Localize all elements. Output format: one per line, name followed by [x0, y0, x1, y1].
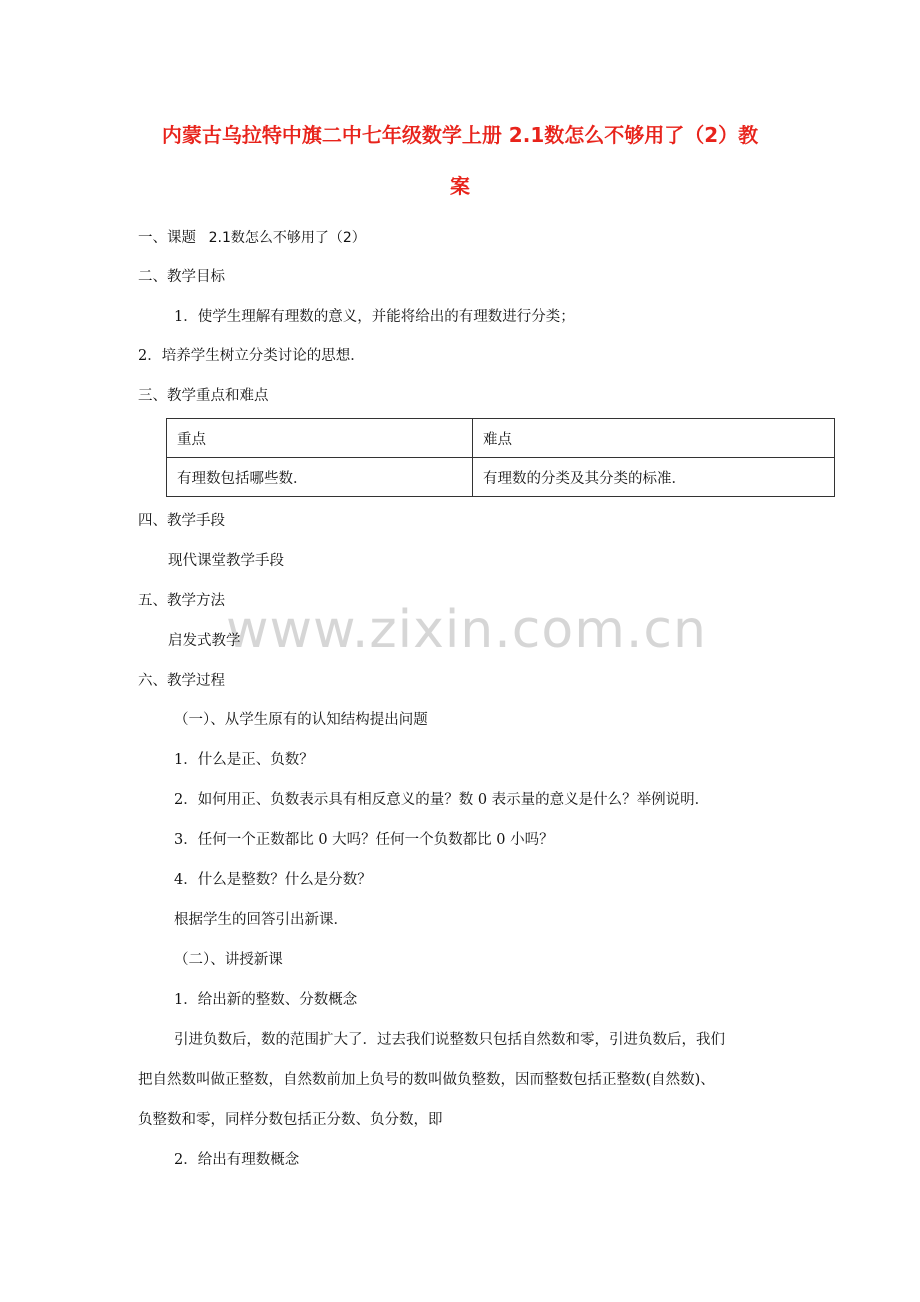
question-1: 1．什么是正、负数？ — [174, 752, 314, 768]
table-cell: 有理数包括哪些数． — [167, 458, 473, 497]
new-concept-2-heading: 2．给出有理数概念 — [174, 1152, 300, 1168]
section-1-label: 一、课题 — [138, 230, 196, 246]
table-cell: 有理数的分类及其分类的标准． — [473, 458, 835, 497]
section-3-heading: 三、教学重点和难点 — [138, 388, 269, 404]
new-concept-1-heading: 1．给出新的整数、分数概念 — [174, 992, 358, 1008]
key-points-table — [166, 418, 835, 497]
question-4: 4．什么是整数？什么是分数？ — [174, 872, 372, 888]
watermark: www.zixin.com.cn — [226, 600, 707, 660]
paragraph-line-1: 引进负数后，数的范围扩大了．过去我们说整数只包括自然数和零，引进负数后，我们 — [174, 1032, 725, 1048]
document-title-line-1: 内蒙古乌拉特中旗二中七年级数学上册 2.1数怎么不够用了（2）教 — [161, 123, 759, 147]
table-header-cell: 重点 — [167, 419, 473, 458]
table-row — [167, 419, 835, 458]
paragraph-line-2: 把自然数叫做正整数，自然数前加上负号的数叫做负整数，因而整数包括正整数(自然数)、 — [138, 1072, 715, 1088]
process-part-2-title: （二）、讲授新课 — [174, 952, 283, 968]
table-row — [167, 458, 835, 497]
goal-1: 1．使学生理解有理数的意义，并能将给出的有理数进行分类； — [174, 309, 575, 325]
section-1-heading — [138, 228, 366, 248]
section-6-heading: 六、教学过程 — [138, 673, 225, 689]
document-title-line-2: 案 — [450, 174, 470, 198]
questions-followup: 根据学生的回答引出新课． — [174, 912, 348, 928]
section-2-heading: 二、教学目标 — [138, 269, 225, 285]
lesson-topic: 2.1数怎么不够用了（2） — [208, 230, 366, 246]
section-4-heading: 四、教学手段 — [138, 513, 225, 529]
section-4-content: 现代课堂教学手段 — [168, 553, 284, 569]
section-5-content: 启发式教学 — [168, 633, 241, 649]
question-3: 3．任何一个正数都比 0 大吗？任何一个负数都比 0 小吗？ — [174, 832, 554, 848]
section-5-heading: 五、教学方法 — [138, 593, 225, 609]
table-header-cell: 难点 — [473, 419, 835, 458]
paragraph-line-3: 负整数和零，同样分数包括正分数、负分数，即 — [138, 1112, 443, 1128]
process-part-1-title: （一）、从学生原有的认知结构提出问题 — [174, 712, 428, 728]
question-2: 2．如何用正、负数表示具有相反意义的量？数 0 表示量的意义是什么？举例说明． — [174, 792, 710, 808]
goal-2: 2．培养学生树立分类讨论的思想． — [138, 348, 365, 364]
